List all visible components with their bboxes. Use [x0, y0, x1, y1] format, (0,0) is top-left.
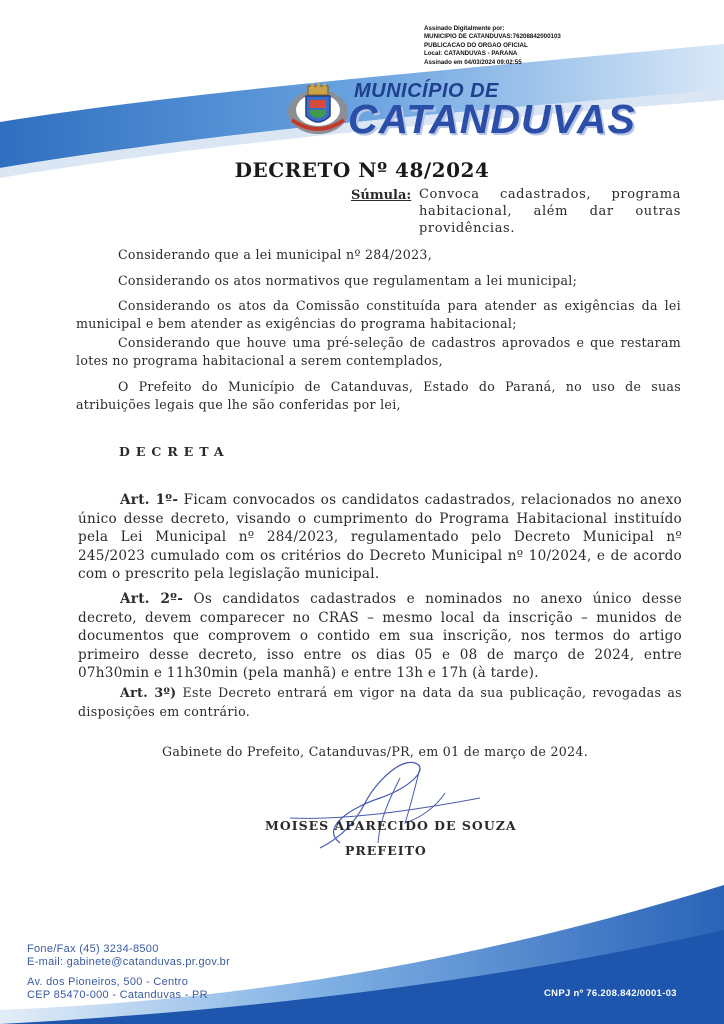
article-3 [78, 684, 682, 721]
digital-signature-stamp [424, 25, 561, 67]
closing-line: Gabinete do Prefeito, Catanduvas/PR, em 01 de março de 2024. [162, 744, 589, 759]
signer-role: PREFEITO [345, 843, 427, 858]
footer-address-line-1: Av. dos Pioneiros, 500 - Centro [27, 976, 189, 988]
decreta-heading: DECRETA [119, 444, 230, 459]
article-3-label: Art. 3º) [120, 685, 177, 700]
article-1-label: Art. 1º- [120, 492, 179, 508]
footer-phone: Fone/Fax (45) 3234-8500 [27, 943, 159, 955]
article-2-text: Os candidatos cadastrados e nominados no anexo único desse decreto, devem comparecer no CRAS – mesmo local da inscrição – munidos de documentos que comprovem o contido em sua inscrição, nos termos do artigo primeiro desse decreto, isso entre os dias 05 e 08 de março de 2024, entre 07h30min e 11h30min (pela manhã) e entre 13h e 17h (à tarde). [78, 591, 683, 682]
logo-municipio-text: MUNICÍPIO DE [354, 80, 499, 102]
footer-cnpj: CNPJ nº 76.208.842/0001-03 [544, 988, 677, 999]
considerando-3: Considerando os atos da Comissão constituída para atender as exigências da lei municipal e bem atender as exigências do programa habitacional; [76, 298, 681, 331]
considerando-2: Considerando os atos normativos que regulamentam a lei municipal; [118, 273, 578, 288]
stamp-line-5: Assinado em 04/03/2024 09:02:55 [424, 58, 522, 66]
article-1 [78, 491, 682, 584]
considerando-4: Considerando que houve uma pré-seleção de cadastros aprovados e que restaram lotes no programa habitacional a serem contemplados, [76, 335, 681, 368]
stamp-line-1: Assinado Digitalmente por: [424, 25, 505, 32]
stamp-line-2: MUNICIPIO DE CATANDUVAS:76208842000103 [424, 33, 561, 41]
decree-title: DECRETO Nº 48/2024 [234, 158, 490, 182]
considerando-1: Considerando que a lei municipal nº 284/2023, [118, 247, 433, 262]
sumula-text: Convoca cadastrados, programa habitacional, além dar outras providências. [419, 187, 681, 236]
footer-email[interactable]: E-mail: gabinete@catanduvas.pr.gov.br [27, 956, 231, 968]
stamp-line-4: Local: CATANDUVAS - PARANA [424, 50, 518, 58]
footer-address [27, 976, 208, 1002]
footer-address-line-2: CEP 85470-000 - Catanduvas - PR [27, 989, 208, 1001]
coat-of-arms-logo [286, 80, 350, 138]
signer-name: MOISES APARECIDO DE SOUZA [265, 818, 517, 833]
article-3-text: Este Decreto entrará em vigor na data da sua publicação, revogadas as disposições em contrário. [78, 685, 682, 719]
footer-contact [27, 943, 230, 969]
handwritten-signature [280, 748, 490, 858]
article-1-text: Ficam convocados os candidatos cadastrados, relacionados no anexo único desse decreto, visando o cumprimento do Programa Habitacional instituído pela Lei Municipal nº 284/2023, regulamentado pelo Decreto Municipal nº 245/2023 cumulado com os critérios do Decreto Municipal nº 10/2024, e de acordo com o prescrito pela legislação municipal. [78, 492, 682, 583]
logo-catanduvas-text: CATANDUVAS [348, 96, 636, 142]
stamp-line-3: PUBLICACAO DO ORGAO OFICIAL [424, 41, 528, 49]
article-2-label: Art. 2º- [120, 591, 184, 607]
article-2 [78, 590, 682, 683]
sumula-label: Súmula: [351, 188, 412, 203]
considerando-5: O Prefeito do Município de Catanduvas, Estado do Paraná, no uso de suas atribuições legais que lhe são conferidas por lei, [76, 379, 681, 412]
